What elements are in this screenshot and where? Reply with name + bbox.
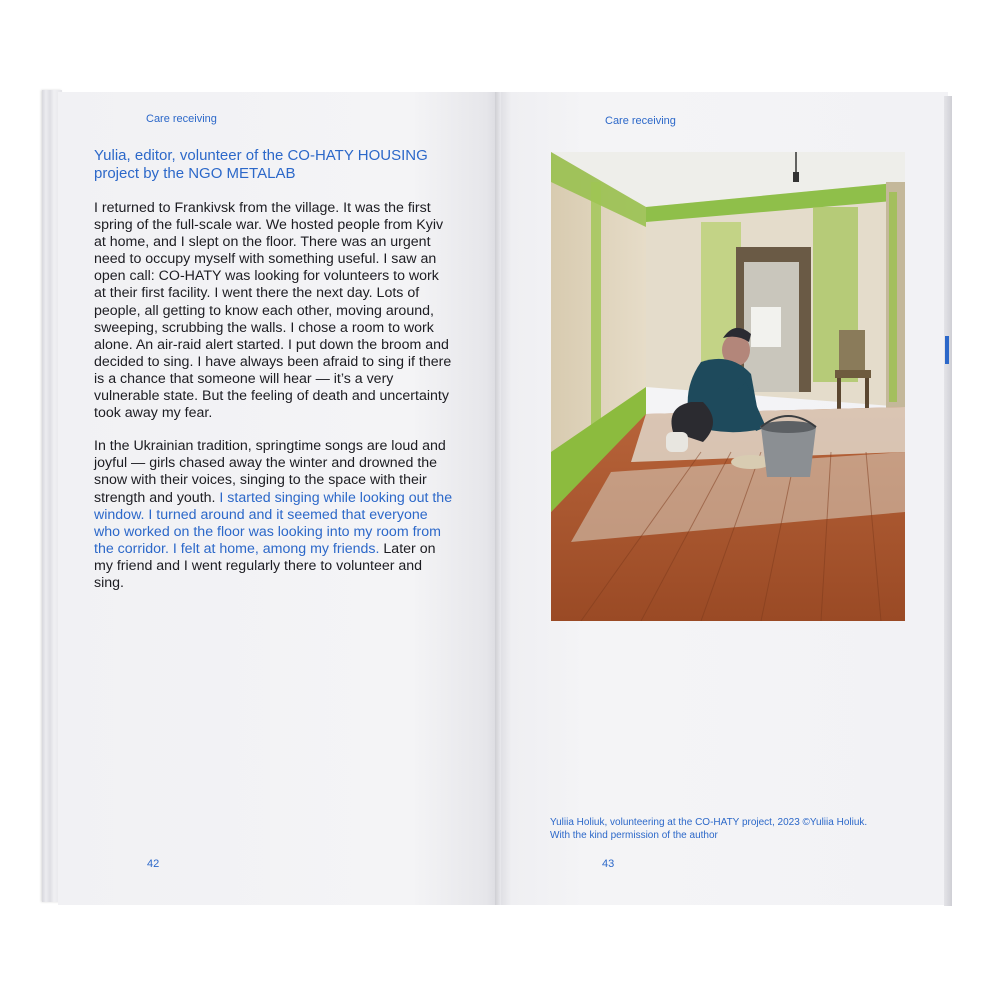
paragraph-1: I returned to Frankivsk from the village. It was the first spring of the full-scale war. We hosted people from Kyiv at home, and I slept on the floor. There was an urgent need to occupy myself with something useful. I saw an open call: CO-HATY was looking for volunteers to work at their first facility. I went there the next day. Lots of people, all getting to know each other, moving around, sweeping, scrubbing the walls. I chose a room to work alone. An air-raid alert started. I put down the broom and decided to sing. I have always been afraid to sing if there is a chance that someone will hear — it’s a very vulnerable state. But the feeling of death and uncertainty took away my fear. <box>94 200 452 422</box>
book-spine <box>495 92 501 905</box>
page-number-right: 43 <box>602 858 615 870</box>
paragraph-2-highlight: I started singing while looking out the window. I turned around and it seemed that everyone who worked on the floor was looking into my room from the corridor. I felt at home, among my friends. <box>94 489 453 557</box>
photo-caption <box>550 816 910 842</box>
article-body <box>94 200 454 608</box>
caption-line-1: Yuliia Holiuk, volunteering at the CO-HATY project, 2023 ©Yuliia Holiuk. <box>550 817 868 828</box>
bookmark-tab <box>945 336 949 364</box>
running-head-right: Care receiving <box>605 115 676 127</box>
paragraph-2 <box>94 438 454 592</box>
running-head-left: Care receiving <box>146 113 217 125</box>
page-edges-right <box>944 96 952 906</box>
volunteer-photo <box>551 152 905 621</box>
paragraph-2-end: Later on my friend and I went regularly there to volunteer and sing. <box>94 540 436 591</box>
caption-line-2: With the kind permission of the author <box>550 830 718 841</box>
paragraph-2-start: In the Ukrainian tradition, springtime songs are loud and joyful — girls chased away the winter and drowned the snow with their voices, singing to the space with their strength and youth. <box>94 438 446 506</box>
article-heading: Yulia, editor, volunteer of the CO-HATY HOUSING project by the NGO METALAB <box>94 147 428 182</box>
page-number-left: 42 <box>147 858 160 870</box>
